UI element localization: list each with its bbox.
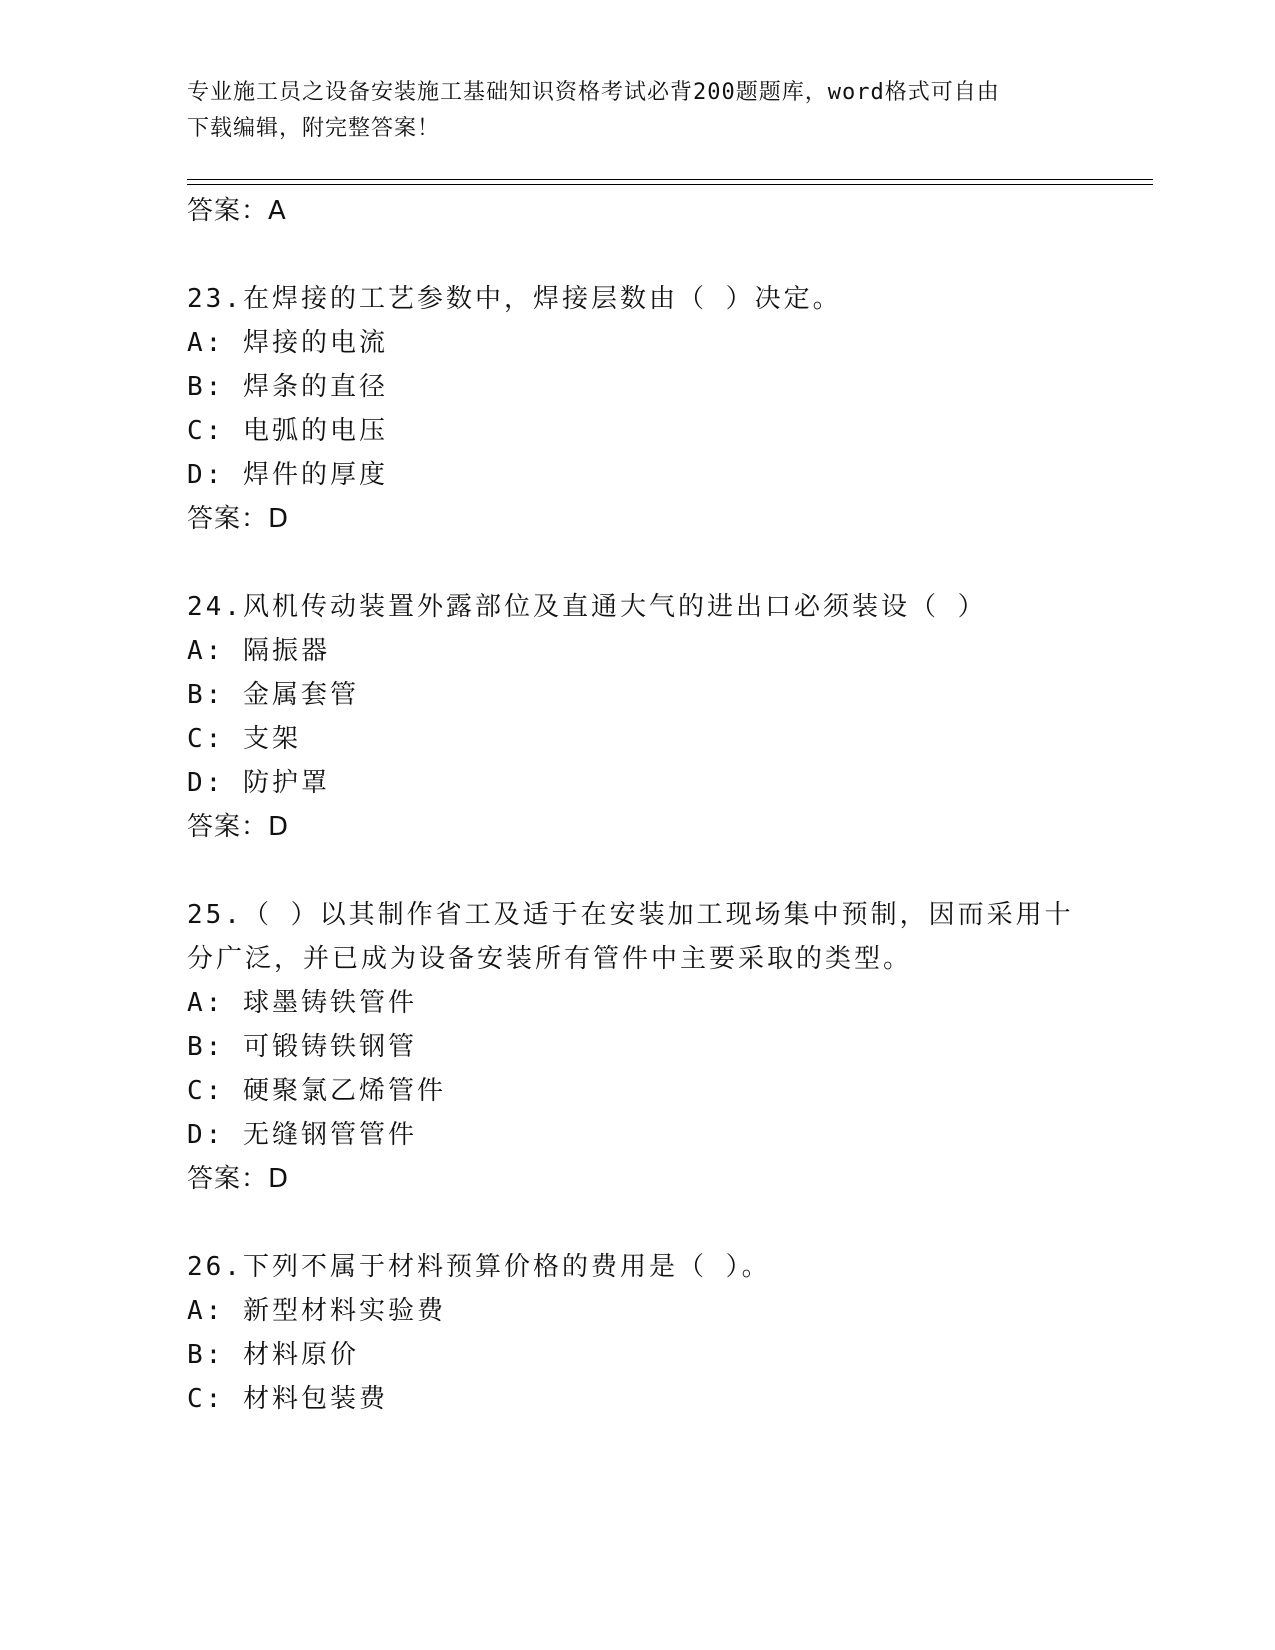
question-24-option-c: C: 支架 xyxy=(187,724,301,754)
document-header xyxy=(187,75,1087,147)
question-23-stem: 23.在焊接的工艺参数中，焊接层数由（ ）决定。 xyxy=(187,284,842,314)
answer-25: 答案：D xyxy=(187,1164,290,1194)
question-23-option-c: C: 电弧的电压 xyxy=(187,416,388,446)
question-26-stem: 26.下列不属于材料预算价格的费用是（ ）。 xyxy=(187,1252,771,1282)
question-24-option-b: B: 金属套管 xyxy=(187,680,359,710)
question-25-option-b: B: 可锻铸铁钢管 xyxy=(187,1032,417,1062)
answer-22: 答案：A xyxy=(187,196,287,226)
question-23-option-a: A: 焊接的电流 xyxy=(187,328,388,358)
question-25-option-a: A: 球墨铸铁管件 xyxy=(187,988,417,1018)
question-25-option-c: C: 硬聚氯乙烯管件 xyxy=(187,1076,446,1106)
question-23-option-d: D: 焊件的厚度 xyxy=(187,460,388,490)
header-line-1: 专业施工员之设备安装施工基础知识资格考试必背200题题库，word格式可自由 xyxy=(187,80,1000,105)
question-26-option-c: C: 材料包装费 xyxy=(187,1384,388,1414)
question-24-option-a: A: 隔振器 xyxy=(187,636,330,666)
header-rule-bottom xyxy=(187,184,1153,185)
question-24-option-d: D: 防护罩 xyxy=(187,768,330,798)
question-24-stem: 24.风机传动装置外露部位及直通大气的进出口必须装设（ ） xyxy=(187,592,987,622)
question-25-stem-line-1: 25.（ ）以其制作省工及适于在安装加工现场集中预制，因而采用十 xyxy=(187,900,1074,930)
question-26-option-b: B: 材料原价 xyxy=(187,1340,359,1370)
header-line-2: 下载编辑，附完整答案！ xyxy=(187,116,441,141)
header-rule-top xyxy=(187,179,1153,180)
question-25-stem-line-2: 分广泛，并已成为设备安装所有管件中主要采取的类型。 xyxy=(187,944,913,974)
question-23-option-b: B: 焊条的直径 xyxy=(187,372,388,402)
question-25-option-d: D: 无缝钢管管件 xyxy=(187,1120,417,1150)
answer-24: 答案：D xyxy=(187,812,290,842)
question-26-option-a: A: 新型材料实验费 xyxy=(187,1296,446,1326)
answer-23: 答案：D xyxy=(187,504,290,534)
